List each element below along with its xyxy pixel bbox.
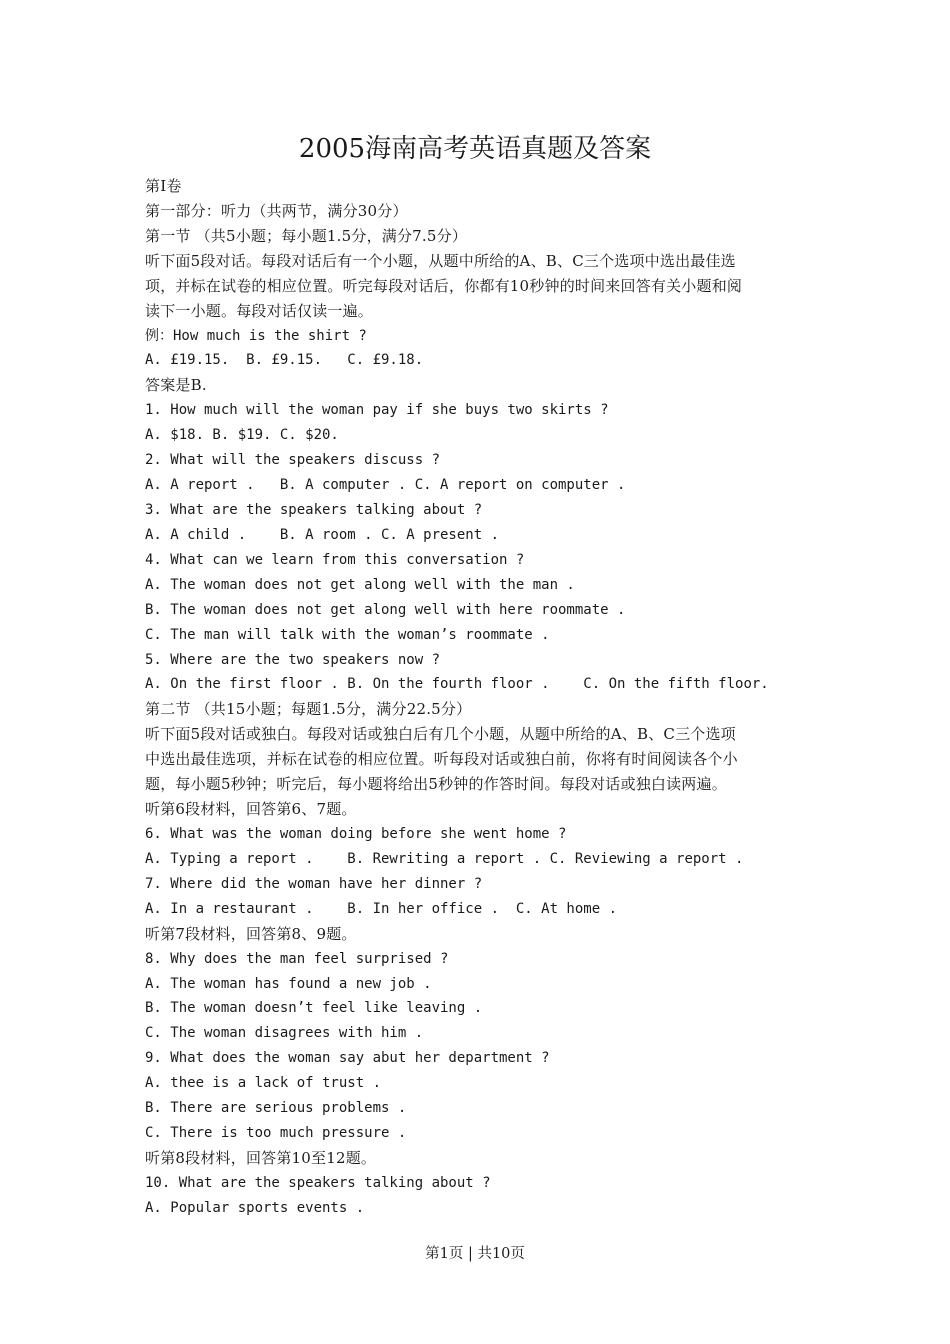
text-line: 8. Why does the man feel surprised ? [145,950,449,967]
text-line: A. The woman has found a new job . [145,975,432,992]
text-line: A. Typing a report . B. Rewriting a report . C. Reviewing a report . [145,850,744,867]
text-line: 题，每小题5秒钟；听完后，每小题将给出5秒钟的作答时间。每段对话或独白读两遍。 [145,775,727,794]
text-line: 第一部分：听力（共两节，满分30分） [145,201,408,220]
page-title: 2005海南高考英语真题及答案 [298,134,652,164]
text-line: 听下面5段对话或独白。每段对话或独白后有几个小题，从题中所给的A、B、C三个选项 [145,725,736,744]
text-line: 1. How much will the woman pay if she buys two skirts ? [145,402,609,419]
text-line: A. The woman does not get along well with the man . [145,576,575,593]
text-line: 项，并标在试卷的相应位置。听完每段对话后，你都有10秒钟的时间来回答有关小题和阅 [145,276,743,295]
text-line: A. A child . B. A room . C. A present . [145,526,500,543]
text-line: C. The man will talk with the woman’s roommate . [145,626,550,643]
text-line: A. $18. B. $19. C. $20. [145,427,339,444]
text-line: 听第8段材料，回答第10至12题。 [145,1148,377,1167]
text-line: A. A report . B. A computer . C. A report on computer . [145,477,626,494]
text-line: 7. Where did the woman have her dinner ? [145,875,483,892]
text-line: 6. What was the woman doing before she went home ? [145,825,567,842]
text-line: 听第7段材料，回答第8、9题。 [145,924,357,943]
text-line: B. The woman does not get along well with here roommate . [145,601,626,618]
page-footer: 第1页 | 共10页 [425,1246,525,1262]
text-line: 5. Where are the two speakers now ? [145,651,441,668]
text-line: 第一节 （共5小题；每小题1.5分，满分7.5分） [145,226,468,245]
text-line: A. thee is a lack of trust . [145,1075,382,1092]
text-line: 3. What are the speakers talking about ? [145,501,483,518]
text-line: 例：How much is the shirt ? [145,327,367,344]
text-line: 听第6段材料，回答第6、7题。 [145,800,357,819]
text-line: A. Popular sports events . [145,1199,365,1216]
text-line: 10. What are the speakers talking about ? [145,1174,491,1191]
text-line: 第二节 （共15小题；每题1.5分，满分22.5分） [145,700,472,719]
text-line: A. In a restaurant . B. In her office . C. At home . [145,900,618,917]
text-line: B. There are serious problems . [145,1100,407,1117]
text-line: 读下一小题。每段对话仅读一遍。 [145,301,374,320]
text-line: 答案是B. [145,376,207,395]
text-line: 2. What will the speakers discuss ? [145,452,441,469]
text-line: B. The woman doesn’t feel like leaving . [145,1000,483,1017]
document-body [145,174,810,1221]
text-line: A. On the first floor . B. On the fourth floor . C. On the fifth floor. [145,676,769,693]
text-line: A. £19.15. B. £9.15. C. £9.18. [145,352,424,369]
text-line: C. The woman disagrees with him . [145,1025,424,1042]
text-line: 听下面5段对话。每段对话后有一个小题，从题中所给的A、B、C三个选项中选出最佳选 [145,251,736,270]
text-line: 中选出最佳选项，并标在试卷的相应位置。听每段对话或独白前，你将有时间阅读各个小 [145,750,738,769]
text-line: C. There is too much pressure . [145,1125,407,1142]
text-line: 9. What does the woman say abut her department ? [145,1050,550,1067]
text-line: 第Ⅰ卷 [145,177,182,195]
text-line: 4. What can we learn from this conversation ? [145,551,525,568]
